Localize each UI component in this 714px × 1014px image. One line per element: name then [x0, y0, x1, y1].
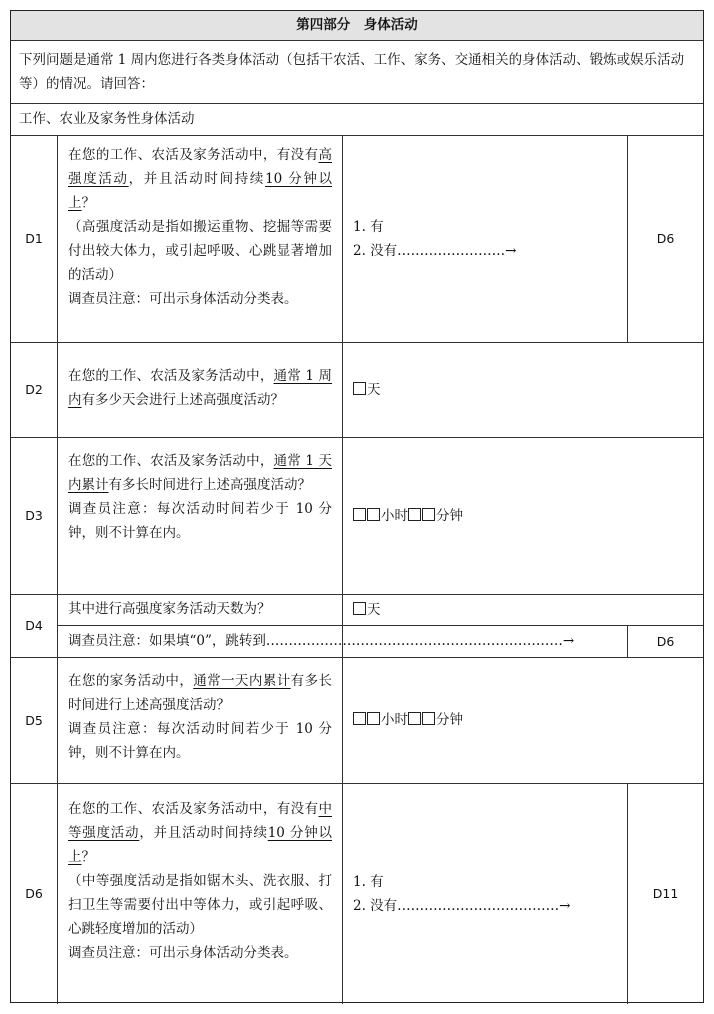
checkbox[interactable]: [408, 712, 421, 725]
question-id-d5: D5: [25, 712, 43, 728]
subsection-heading: 工作、农业及家务性身体活动: [19, 111, 195, 127]
checkbox[interactable]: [353, 382, 366, 395]
definition-note: （中等强度活动是指如锯木头、洗衣服、打扫卫生等需要付出中等体力，或引起呼吸、心跳轻度增加的活动）: [68, 873, 332, 937]
investigator-note: 调查员注意：可出示身体活动分类表。: [68, 945, 298, 961]
option-yes[interactable]: 1. 有: [353, 873, 384, 890]
option-yes[interactable]: 1. 有: [353, 218, 384, 235]
question-d4: 其中进行高强度家务活动天数为？: [68, 601, 271, 617]
checkbox[interactable]: [408, 508, 421, 521]
skip-target-d6: D11: [652, 886, 679, 901]
question-d3: 在您的工作、农活及家务活动中，通常 1 天内累计有多长时间进行上述高强度活动？ 调查员注意：每次活动时间若少于 10 分钟，则不计算在内。: [68, 453, 333, 541]
checkbox[interactable]: [367, 712, 380, 725]
investigator-note: 调查员注意：可出示身体活动分类表。: [68, 291, 298, 307]
answer-d2[interactable]: 天: [343, 342, 703, 437]
checkbox[interactable]: [422, 508, 435, 521]
answer-d4[interactable]: 天: [343, 594, 703, 625]
option-no[interactable]: 2. 没有………………………………→: [353, 897, 571, 914]
checkbox[interactable]: [422, 712, 435, 725]
answer-options-d6[interactable]: [343, 783, 627, 1004]
question-d2: 在您的工作、农活及家务活动中，通常 1 周内有多少天会进行上述高强度活动？: [68, 368, 333, 408]
checkbox[interactable]: [353, 508, 366, 521]
definition-note: （高强度活动是指如搬运重物、挖掘等需要付出较大体力，或引起呼吸、心跳显著增加的活动）: [68, 219, 332, 283]
investigator-note: 调查员注意：每次活动时间若少于 10 分钟，则不计算在内。: [68, 501, 332, 541]
question-id-d6: D6: [25, 886, 43, 901]
question-d6: 在您的工作、农活及家务活动中，有没有中等强度活动，并且活动时间持续10 分钟以上？ （中等强度活动是指如锯木头、洗衣服、打扫卫生等需要付出中等体力，或引起呼吸、心跳轻度增加的活动） 调查员注意：可出示身体活动分类表。: [68, 801, 332, 961]
checkbox[interactable]: [353, 602, 366, 615]
question-id-d4: D4: [25, 618, 43, 633]
checkbox[interactable]: [353, 712, 366, 725]
intro-text: 下列问题是通常 1 周内您进行各类身体活动（包括干农活、工作、家务、交通相关的身体活动、锻炼或娱乐活动等）的情况。请回答：: [19, 52, 685, 92]
investigator-note-d4: 调查员注意：如果填“0”，跳转到…………………………………………………………→: [68, 633, 575, 649]
answer-d3[interactable]: 小时 分钟: [343, 437, 703, 594]
question-id-d3: D3: [25, 508, 43, 523]
investigator-note: 调查员注意：每次活动时间若少于 10 分钟，则不计算在内。: [68, 721, 332, 761]
questionnaire-table: [10, 10, 704, 1003]
skip-target-d4: D6: [656, 633, 675, 649]
option-no[interactable]: 2. 没有……………………→: [353, 242, 517, 259]
question-d5: 在您的家务活动中，通常一天内累计有多长时间进行上述高强度活动？ 调查员注意：每次活动时间若少于 10 分钟，则不计算在内。: [68, 673, 333, 761]
question-id-d2: D2: [25, 382, 43, 397]
answer-options-d1[interactable]: [343, 135, 627, 342]
question-id-d1: D1: [25, 231, 43, 246]
checkbox[interactable]: [367, 508, 380, 521]
question-d1: 在您的工作、农活及家务活动中，有没有高强度活动，并且活动时间持续10 分钟以上？ （高强度活动是指如搬运重物、挖掘等需要付出较大体力，或引起呼吸、心跳显著增加的活动） 调查员注意：可出示身体活动分类表。: [68, 147, 333, 307]
section-title: 第四部分 身体活动: [11, 11, 703, 40]
skip-target-d1: D6: [656, 231, 675, 246]
answer-d5[interactable]: 小时 分钟: [343, 657, 703, 783]
